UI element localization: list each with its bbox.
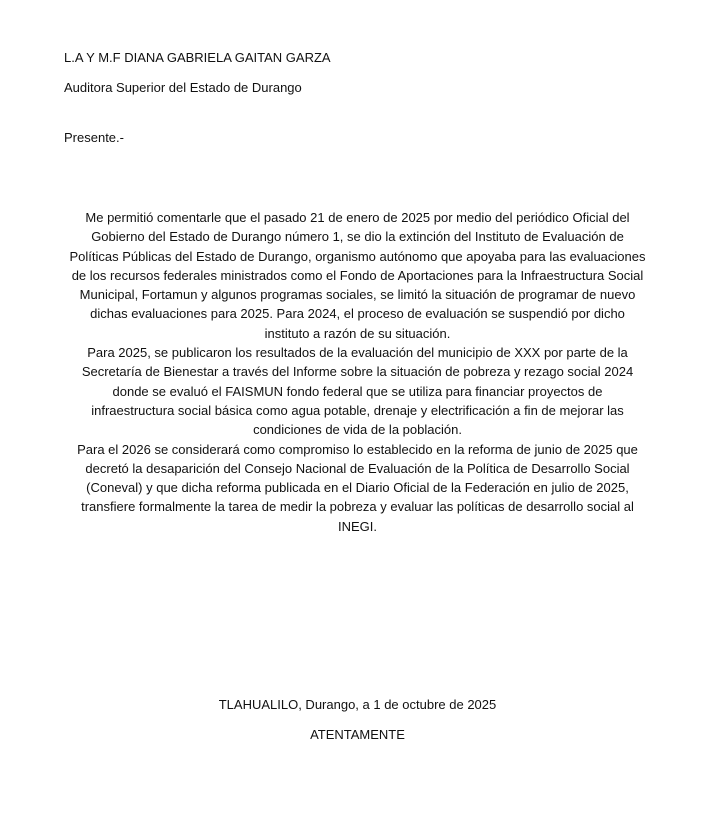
body-line: Secretaría de Bienestar a través del Informe sobre la situación de pobreza y rezago social 2024 bbox=[81, 364, 634, 380]
body-line: donde se evaluó el FAISMUN fondo federal que se utiliza para financiar proyectos de bbox=[112, 383, 603, 399]
letter-body bbox=[50, 208, 665, 536]
body-line: dichas evaluaciones para 2025. Para 2024, el proceso de evaluación se suspendió por dicho bbox=[90, 306, 625, 322]
body-line: infraestructura social básica como agua potable, drenaje y electrificación a fin de mejorar las bbox=[91, 402, 624, 418]
addressee-name: L.A Y M.F DIANA GABRIELA GAITAN GARZA bbox=[64, 50, 331, 65]
place-date: TLAHUALILO, Durango, a 1 de octubre de 2025 bbox=[218, 697, 497, 712]
body-line: Gobierno del Estado de Durango número 1, se dio la extinción del Instituto de Evaluación de bbox=[91, 229, 624, 245]
addressee-title: Auditora Superior del Estado de Durango bbox=[64, 80, 302, 95]
body-line: INEGI. bbox=[337, 518, 377, 534]
body-line: de los recursos federales ministrados como el Fondo de Aportaciones para la Infraestructura Social bbox=[71, 267, 644, 283]
body-line: Para 2025, se publicaron los resultados de la evaluación del municipio de XXX por parte de la bbox=[87, 345, 628, 361]
salutation: Presente.- bbox=[64, 130, 124, 145]
body-line: decretó la desaparición del Consejo Nacional de Evaluación de la Política de Desarrollo Social bbox=[85, 460, 630, 476]
body-line: Para el 2026 se considerará como compromiso lo establecido en la reforma de junio de 2025 que bbox=[77, 441, 638, 457]
paragraph-1 bbox=[50, 208, 665, 343]
body-line: (Coneval) y que dicha reforma publicada en el Diario Oficial de la Federación en julio de 2025, bbox=[86, 480, 629, 496]
closing: ATENTAMENTE bbox=[310, 727, 405, 742]
paragraph-2 bbox=[50, 343, 665, 439]
body-line: condiciones de vida de la población. bbox=[253, 422, 462, 438]
body-line: instituto a razón de su situación. bbox=[264, 325, 451, 341]
body-line: Políticas Públicas del Estado de Durango, organismo autónomo que apoyaba para las evaluaciones bbox=[69, 248, 646, 264]
body-line: transfiere formalmente la tarea de medir la pobreza y evaluar las políticas de desarrollo social al bbox=[81, 499, 634, 515]
paragraph-3 bbox=[50, 440, 665, 536]
body-line: Me permitió comentarle que el pasado 21 de enero de 2025 por medio del periódico Oficial del bbox=[85, 210, 630, 225]
body-line: Municipal, Fortamun y algunos programas sociales, se limitó la situación de programar de nuevo bbox=[79, 287, 636, 303]
